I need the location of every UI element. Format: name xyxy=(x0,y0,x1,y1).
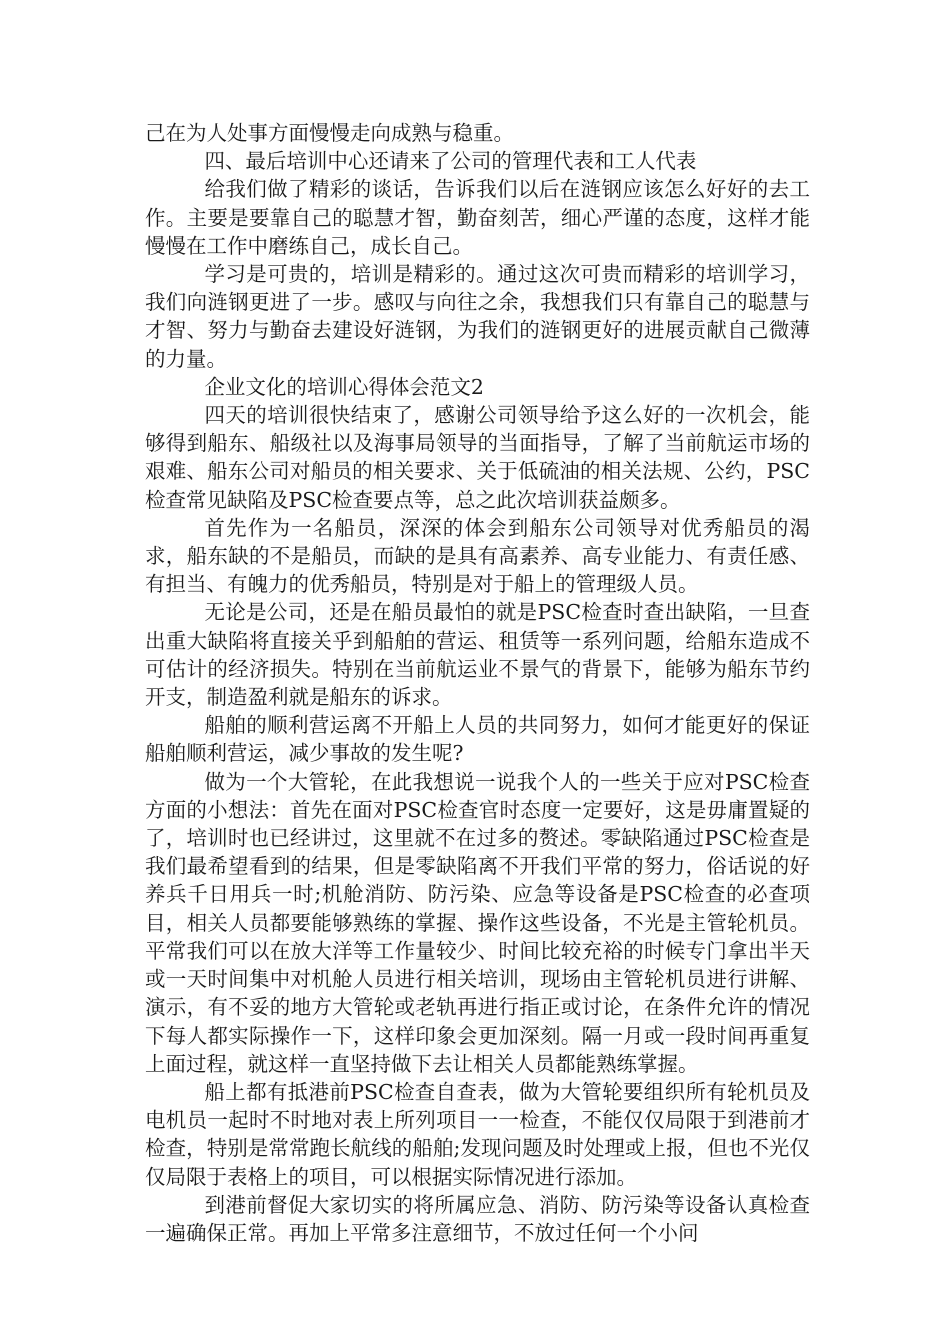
paragraph-continuation: 己在为人处事方面慢慢走向成熟与稳重。 xyxy=(145,121,514,145)
paragraph-second-engineer: 做为一个大管轮，在此我想说一说我个人的一些关于应对PSC检查方面的小想法：首先在面对PSC检查官时态度一定要好，这是毋庸置疑的了，培训时也已经讲过，这里就不在过多的赘述。零缺陷通过PSC检查是我们最希望看到的结果，但是零缺陷离不开我们平常的努力，俗话说的好养兵千日用兵一时;机舱消防、防污染、应急等设备是PSC检查的必查项目，相关人员都要能够熟练的掌握、操作这些设备，不光是主管轮机员。平常我们可以在放大洋等工作量较少、时间比较充裕的时候专门拿出半天或一天时间集中对机舱人员进行相关培训，现场由主管轮机员进行讲解、演示，有不妥的地方大管轮或老轨再进行指正或讨论，在条件允许的情况下每人都实际操作一下，这样印象会更加深刻。隔一月或一段时间再重复上面过程，就这样一直坚持做下去让相关人员都能熟练掌握。 xyxy=(145,769,810,1076)
paragraph-pre-arrival: 到港前督促大家切实的将所属应急、消防、防污染等设备认真检查一遍确保正常。再加上平常多注意细节，不放过任何一个小问 xyxy=(145,1192,810,1245)
paragraph-training-summary: 四天的培训很快结束了，感谢公司领导给予这么好的一次机会，能够得到船东、船级社以及海事局领导的当面指导，了解了当前航运市场的艰难、船东公司对船员的相关要求、关于低硫油的相关法规、公约，PSC检查常见缺陷及PSC检查要点等，总之此次培训获益颇多。 xyxy=(145,403,810,512)
paragraph-learning: 学习是可贵的，培训是精彩的。通过这次可贵而精彩的培训学习，我们向涟钢更进了一步。感叹与向往之余，我想我们只有靠自己的聪慧与才智、努力与勤奋去建设好涟钢，为我们的涟钢更好的进展贡献自己微薄的力量。 xyxy=(145,262,810,371)
essay-title-2: 企业文化的培训心得体会范文2 xyxy=(204,374,484,399)
paragraph-self-check: 船上都有抵港前PSC检查自查表，做为大管轮要组织所有轮机员及电机员一起时不时地对表上所列项目一一检查，不能仅仅局限于到港前才检查，特别是常常跑长航线的船舶;发现问题及时处理或上报，但也不光仅仅局限于表格上的项目，可以根据实际情况进行添加。 xyxy=(145,1079,810,1189)
document-body xyxy=(145,119,810,1247)
paragraph-talk: 给我们做了精彩的谈话，告诉我们以后在涟钢应该怎么好好的去工作。主要是要靠自己的聪慧才智，勤奋刻苦，细心严谨的态度，这样才能慢慢在工作中磨练自己，成长自己。 xyxy=(145,177,810,258)
paragraph-psc-defects: 无论是公司，还是在船员最怕的就是PSC检查时查出缺陷，一旦查出重大缺陷将直接关乎到船舶的营运、租赁等一系列问题，给船东造成不可估计的经济损失。特别在当前航运业不景气的背景下，能够为船东节约开支，制造盈利就是船东的诉求。 xyxy=(145,600,810,710)
paragraph-smooth-operation: 船舶的顺利营运离不开船上人员的共同努力，如何才能更好的保证船舶顺利营运，减少事故的发生呢? xyxy=(145,713,810,766)
paragraph-crew-needs: 首先作为一名船员，深深的体会到船东公司领导对优秀船员的渴求，船东缺的不是船员，而缺的是具有高素养、高专业能力、有责任感、有担当、有魄力的优秀船员，特别是对于船上的管理级人员。 xyxy=(145,515,810,597)
paragraph-section-four: 四、最后培训中心还请来了公司的管理代表和工人代表 xyxy=(204,149,697,174)
